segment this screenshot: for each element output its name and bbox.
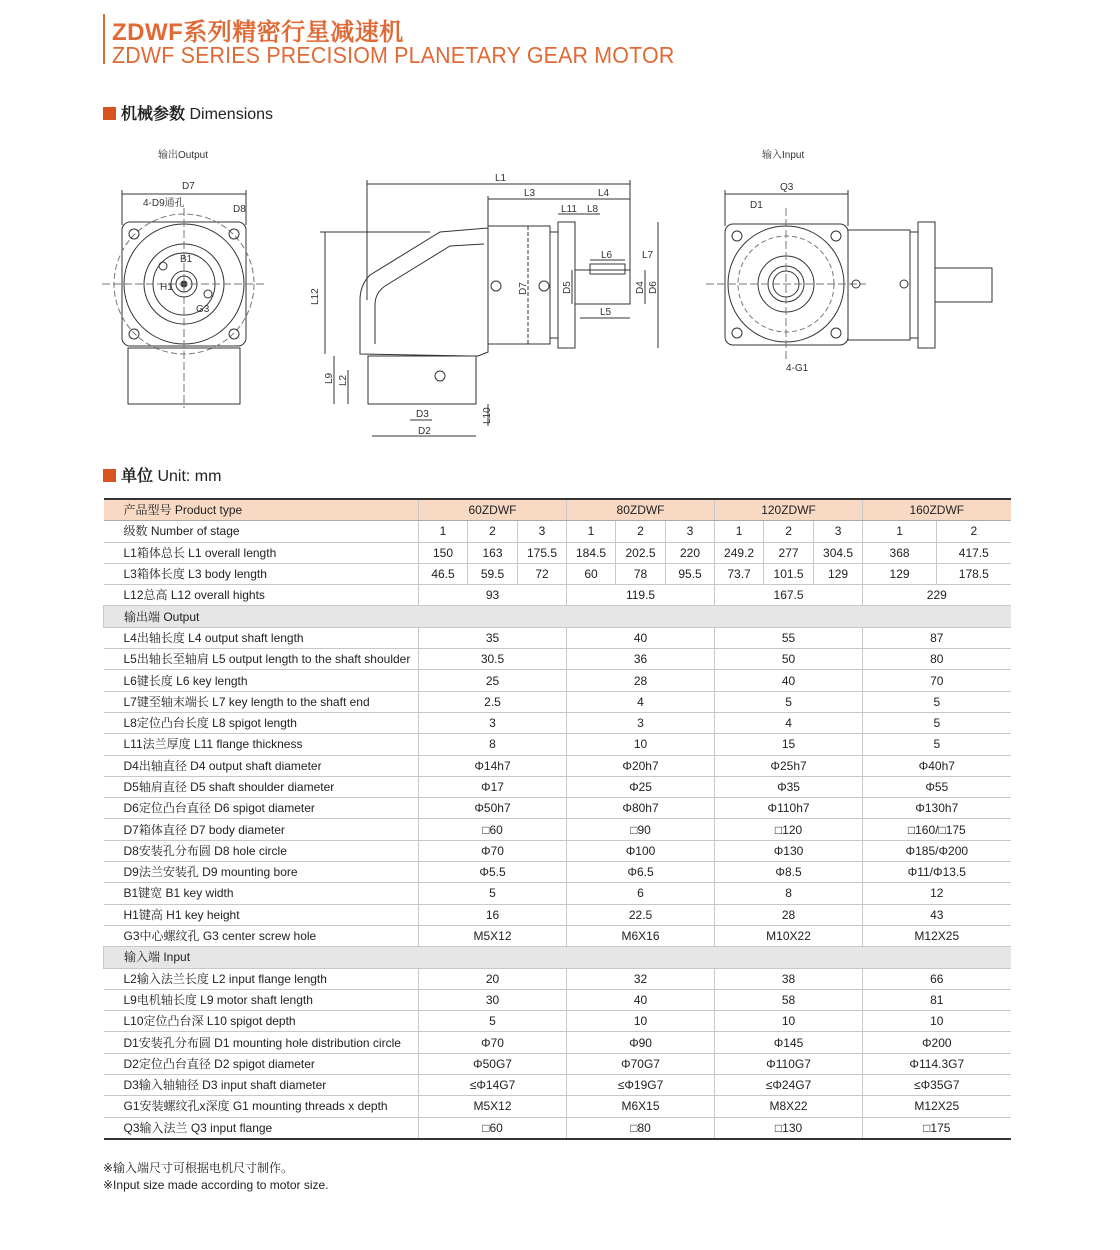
value-cell: 5 [715,691,863,712]
page-title-en: ZDWF SERIES PRECISIOM PLANETARY GEAR MOTOR [112,42,675,68]
label-d5: D5 [562,281,573,294]
value-cell: 32 [567,968,715,989]
value-cell: 1 [419,521,468,542]
table-row [104,1011,1011,1032]
value-cell: 66 [863,968,1011,989]
value-cell: Φ35 [715,776,863,797]
table-row [104,1096,1011,1117]
value-cell: 70 [863,670,1011,691]
row-label-cell: D9法兰安装孔 D9 mounting bore [104,862,419,883]
row-label-cell: L1箱体总长 L1 overall length [104,542,419,563]
table-row [104,925,1011,946]
spec-table-body [104,499,1011,1139]
note-en: ※Input size made according to motor size. [103,1178,329,1192]
header-label-cell: 产品型号 Product type [104,499,419,521]
value-cell: 4 [715,712,863,733]
label-d7-side: D7 [518,282,529,295]
value-cell: 129 [863,563,937,584]
table-row [104,968,1011,989]
value-cell: 8 [715,883,863,904]
label-d1: D1 [750,200,763,211]
row-label-cell: D6定位凸台直径 D6 spigot diameter [104,798,419,819]
note-cn: ※输入端尺寸可根据电机尺寸制作。 [103,1161,294,1175]
value-cell: Φ110h7 [715,798,863,819]
row-label-cell: L7键至轴末端长 L7 key length to the shaft end [104,691,419,712]
value-cell: Φ20h7 [567,755,715,776]
value-cell: ≤Φ35G7 [863,1075,1011,1096]
value-cell: ≤Φ24G7 [715,1075,863,1096]
value-cell: 12 [863,883,1011,904]
value-cell: M6X15 [567,1096,715,1117]
value-cell: M5X12 [419,1096,567,1117]
dimensions-heading-cn: 机械参数 [121,106,186,123]
table-row [104,1032,1011,1053]
input-view-label: 输入Input [762,150,805,161]
value-cell: 58 [715,989,863,1010]
dimensions-heading-en: Dimensions [185,106,274,123]
value-cell: Φ8.5 [715,862,863,883]
row-label-cell: D2定位凸台直径 D2 spigot diameter [104,1053,419,1074]
value-cell: Φ110G7 [715,1053,863,1074]
value-cell: Φ200 [863,1032,1011,1053]
value-cell: M6X16 [567,925,715,946]
row-label-cell: G1安装螺纹孔x深度 G1 mounting threads x depth [104,1096,419,1117]
label-l4: L4 [598,188,610,199]
value-cell: 3 [419,712,567,733]
value-cell: 78 [616,563,666,584]
unit-heading [103,463,221,486]
value-cell: 40 [567,989,715,1010]
table-header-row [104,499,1011,521]
value-cell: Φ185/Φ200 [863,840,1011,861]
table-row [104,521,1011,542]
value-cell: 60 [567,563,616,584]
label-l7: L7 [642,250,654,261]
value-cell: 40 [715,670,863,691]
value-cell: 4 [567,691,715,712]
value-cell: □160/□175 [863,819,1011,840]
table-row [104,734,1011,755]
value-cell: Φ25 [567,776,715,797]
value-cell: 202.5 [616,542,666,563]
label-q3: Q3 [780,182,794,193]
value-cell: 163 [468,542,518,563]
table-row [104,840,1011,861]
label-l8: L8 [587,204,599,215]
label-g1: 4-G1 [786,363,809,374]
value-cell: 28 [715,904,863,925]
table-row [104,819,1011,840]
value-cell: 59.5 [468,563,518,584]
label-l5: L5 [600,307,612,318]
row-label-cell: D7箱体直径 D7 body diameter [104,819,419,840]
table-row [104,691,1011,712]
section-row-output [104,606,1011,627]
label-d7: D7 [182,181,195,192]
value-cell: 73.7 [715,563,764,584]
value-cell: 249.2 [715,542,764,563]
value-cell: 178.5 [937,563,1011,584]
row-label-cell: L3箱体长度 L3 body length [104,563,419,584]
header-model-cell: 60ZDWF [419,499,567,521]
value-cell: □130 [715,1117,863,1139]
value-cell: 30.5 [419,649,567,670]
value-cell: 167.5 [715,585,863,606]
table-row [104,862,1011,883]
row-label-cell: H1键高 H1 key height [104,904,419,925]
header-model-cell: 120ZDWF [715,499,863,521]
value-cell: M5X12 [419,925,567,946]
label-h1: H1 [160,282,173,293]
value-cell: Φ50G7 [419,1053,567,1074]
label-d9: 4-D9通孔 [143,198,185,209]
value-cell: 25 [419,670,567,691]
value-cell: 119.5 [567,585,715,606]
value-cell: 2 [616,521,666,542]
label-l6: L6 [601,250,613,261]
value-cell: 87 [863,627,1011,648]
value-cell: Φ14h7 [419,755,567,776]
title-accent-bar [103,14,105,64]
value-cell: M12X25 [863,925,1011,946]
value-cell: M12X25 [863,1096,1011,1117]
row-label-cell: D3输入轴轴径 D3 input shaft diameter [104,1075,419,1096]
section-row-input [104,947,1011,968]
label-d8: D8 [233,204,246,215]
value-cell: Φ70 [419,840,567,861]
dimension-drawing [0,130,1120,450]
value-cell: 38 [715,968,863,989]
table-row [104,1075,1011,1096]
value-cell: 20 [419,968,567,989]
value-cell: 46.5 [419,563,468,584]
value-cell: 35 [419,627,567,648]
value-cell: □80 [567,1117,715,1139]
table-row [104,1053,1011,1074]
header-model-cell: 160ZDWF [863,499,1011,521]
value-cell: 72 [518,563,567,584]
value-cell: 5 [863,734,1011,755]
table-row [104,627,1011,648]
value-cell: Φ100 [567,840,715,861]
value-cell: 304.5 [814,542,863,563]
value-cell: 5 [419,883,567,904]
label-l3: L3 [524,188,536,199]
section-title-cell: 输出端 Output [104,606,1011,627]
value-cell: Φ130h7 [863,798,1011,819]
row-label-cell: D4出轴直径 D4 output shaft diameter [104,755,419,776]
value-cell: 50 [715,649,863,670]
value-cell: M10X22 [715,925,863,946]
value-cell: □120 [715,819,863,840]
label-d4: D4 [635,281,646,294]
row-label-cell: L12总高 L12 overall hights [104,585,419,606]
row-label-cell: 级数 Number of stage [104,521,419,542]
value-cell: 5 [863,712,1011,733]
value-cell: 129 [814,563,863,584]
value-cell: 3 [567,712,715,733]
value-cell: Φ5.5 [419,862,567,883]
value-cell: Φ80h7 [567,798,715,819]
value-cell: Φ55 [863,776,1011,797]
row-label-cell: G3中心螺纹孔 G3 center screw hole [104,925,419,946]
value-cell: 5 [863,691,1011,712]
value-cell: 220 [666,542,715,563]
label-l1: L1 [495,173,507,184]
label-d6: D6 [648,281,659,294]
row-label-cell: L5出轴长至轴肩 L5 output length to the shaft shoulder [104,649,419,670]
value-cell: 3 [666,521,715,542]
table-row [104,585,1011,606]
value-cell: □175 [863,1117,1011,1139]
value-cell: 3 [518,521,567,542]
label-b1: B1 [180,254,193,265]
table-row [104,755,1011,776]
value-cell: 80 [863,649,1011,670]
row-label-cell: L10定位凸台深 L10 spigot depth [104,1011,419,1032]
row-label-cell: L9电机轴长度 L9 motor shaft length [104,989,419,1010]
value-cell: 2 [937,521,1011,542]
value-cell: 28 [567,670,715,691]
label-l11: L11 [561,204,577,215]
page-title-cn: ZDWF系列精密行星减速机 [112,19,404,46]
value-cell: 40 [567,627,715,648]
value-cell: Φ145 [715,1032,863,1053]
header-model-cell: 80ZDWF [567,499,715,521]
table-row [104,649,1011,670]
value-cell: M8X22 [715,1096,863,1117]
value-cell: 6 [567,883,715,904]
row-label-cell: B1键宽 B1 key width [104,883,419,904]
value-cell: Φ70G7 [567,1053,715,1074]
table-row [104,563,1011,584]
value-cell: 101.5 [764,563,814,584]
spec-table [103,498,1011,1140]
table-row [104,670,1011,691]
value-cell: 15 [715,734,863,755]
table-row [104,542,1011,563]
value-cell: 150 [419,542,468,563]
row-label-cell: D1安装孔分布圆 D1 mounting hole distribution circle [104,1032,419,1053]
value-cell: □90 [567,819,715,840]
table-row [104,776,1011,797]
value-cell: Φ17 [419,776,567,797]
row-label-cell: L6键长度 L6 key length [104,670,419,691]
value-cell: 30 [419,989,567,1010]
value-cell: 10 [567,734,715,755]
label-l9: L9 [324,372,335,384]
value-cell: 3 [814,521,863,542]
value-cell: 95.5 [666,563,715,584]
value-cell: 175.5 [518,542,567,563]
table-row [104,798,1011,819]
table-row [104,712,1011,733]
table-row [104,883,1011,904]
value-cell: Φ90 [567,1032,715,1053]
row-label-cell: L11法兰厚度 L11 flange thickness [104,734,419,755]
value-cell: 43 [863,904,1011,925]
output-view-label: 输出Output [158,150,209,161]
value-cell: 10 [715,1011,863,1032]
table-row [104,989,1011,1010]
section-title-cell: 输入端 Input [104,947,1011,968]
value-cell: 81 [863,989,1011,1010]
table-row [104,904,1011,925]
value-cell: 22.5 [567,904,715,925]
row-label-cell: D8安装孔分布圆 D8 hole circle [104,840,419,861]
value-cell: Φ70 [419,1032,567,1053]
label-l2: L2 [338,374,349,386]
value-cell: 16 [419,904,567,925]
value-cell: 93 [419,585,567,606]
value-cell: 1 [567,521,616,542]
square-bullet-icon [103,107,116,120]
value-cell: 10 [863,1011,1011,1032]
unit-heading-cn: 单位 [121,468,154,485]
value-cell: 184.5 [567,542,616,563]
label-d2: D2 [418,426,431,437]
value-cell: 368 [863,542,937,563]
value-cell: ≤Φ14G7 [419,1075,567,1096]
value-cell: Φ40h7 [863,755,1011,776]
value-cell: 1 [715,521,764,542]
value-cell: 2 [468,521,518,542]
label-l12: L12 [310,288,321,305]
value-cell: □60 [419,1117,567,1139]
row-label-cell: L8定位凸台长度 L8 spigot length [104,712,419,733]
dimensions-heading [103,101,273,124]
label-l10: L10 [482,407,493,424]
value-cell: 5 [419,1011,567,1032]
value-cell: 417.5 [937,542,1011,563]
value-cell: Φ11/Φ13.5 [863,862,1011,883]
value-cell: 1 [863,521,937,542]
value-cell: ≤Φ19G7 [567,1075,715,1096]
label-d3: D3 [416,409,429,420]
value-cell: 36 [567,649,715,670]
value-cell: 229 [863,585,1011,606]
label-g3: G3 [196,304,210,315]
value-cell: Φ114.3G7 [863,1053,1011,1074]
row-label-cell: D5轴肩直径 D5 shaft shoulder diameter [104,776,419,797]
value-cell: Φ25h7 [715,755,863,776]
value-cell: □60 [419,819,567,840]
value-cell: Φ50h7 [419,798,567,819]
square-bullet-icon [103,469,116,482]
value-cell: 277 [764,542,814,563]
row-label-cell: L4出轴长度 L4 output shaft length [104,627,419,648]
value-cell: 2 [764,521,814,542]
unit-heading-en: Unit: mm [153,468,222,485]
value-cell: 8 [419,734,567,755]
table-row [104,1117,1011,1139]
row-label-cell: L2输入法兰长度 L2 input flange length [104,968,419,989]
value-cell: 10 [567,1011,715,1032]
value-cell: 2.5 [419,691,567,712]
row-label-cell: Q3输入法兰 Q3 input flange [104,1117,419,1139]
value-cell: Φ130 [715,840,863,861]
value-cell: Φ6.5 [567,862,715,883]
value-cell: 55 [715,627,863,648]
